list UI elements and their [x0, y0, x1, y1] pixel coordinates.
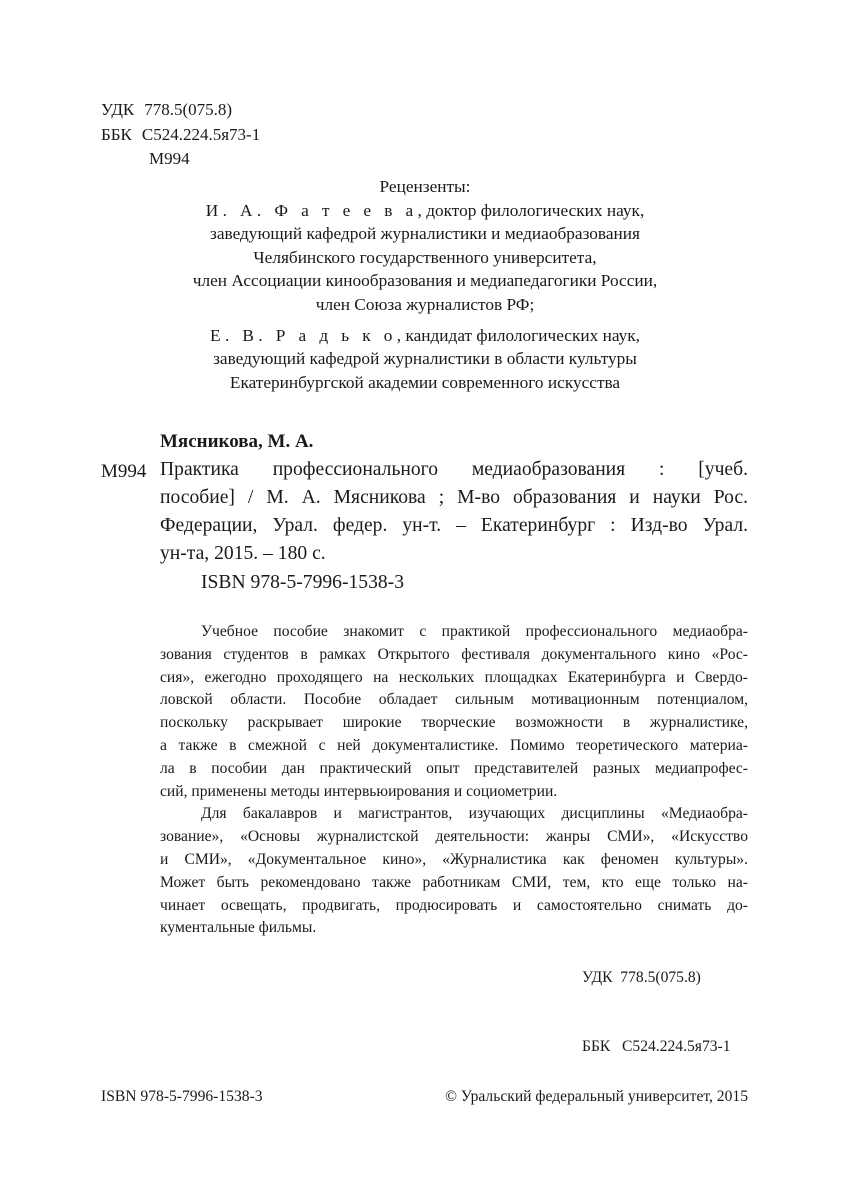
catalog-code: М994: [101, 461, 147, 482]
reviewers-block: [140, 175, 710, 394]
abstract-p1-line-8: сий, применены методы интервьюирования и социометрии.: [160, 782, 558, 800]
udk-row: [101, 98, 260, 123]
footer-isbn: ISBN 978-5-7996-1538-3: [101, 1088, 263, 1105]
classification-block: [101, 98, 260, 172]
abstract-p2-line-4: Может быть рекомендовано также работникам СМИ, тем, кто еще только на-: [160, 873, 748, 891]
reviewer-first-name: И. А. Ф а т е е в а: [205, 200, 418, 220]
abstract-p1-line-3: сия», ежегодно проходящего на нескольких площадках Екатеринбурга и Свердо-: [160, 668, 748, 686]
reviewer-second: [140, 324, 710, 395]
author-heading: Мясникова, М. А.: [160, 431, 314, 452]
reviewer-first-line-1: И. А. Ф а т е е в а, доктор филологических наук,: [205, 200, 645, 220]
bottom-bbk: ББК С524.224.5я73-1: [582, 1038, 731, 1055]
reviewer-first: [140, 199, 710, 317]
author-mark: М994: [149, 149, 190, 168]
bbk-row: [101, 123, 260, 148]
biblio-line-4: ун-та, 2015. – 180 с.: [160, 543, 326, 564]
bottom-classification: [582, 920, 731, 1081]
bottom-udk: УДК 778.5(075.8): [582, 969, 701, 986]
reviewer-first-line-2: заведующий кафедрой журналистики и медиаобразования: [210, 224, 640, 244]
abstract-p1-line-1: Учебное пособие знакомит с практикой профессионального медиаобра-: [201, 623, 748, 640]
abstract: [160, 621, 748, 940]
reviewers-heading: Рецензенты:: [379, 177, 471, 196]
biblio-line-1: Практика профессионального медиаобразования : [учеб.: [160, 459, 748, 480]
udk-value: 778.5(075.8): [144, 100, 233, 119]
abstract-p1-line-5: поскольку раскрывает широкие творческие возможности в журналистике,: [160, 714, 748, 732]
bbk-value: С524.224.5я73-1: [141, 124, 261, 144]
abstract-p2-line-3: и СМИ», «Документальное кино», «Журналистика как феномен культуры».: [160, 850, 748, 868]
abstract-p2-line-6: кументальные фильмы.: [160, 919, 317, 937]
abstract-p2-line-2: зование», «Основы журналистской деятельности: жанры СМИ», «Искусство: [160, 828, 748, 846]
reviewer-second-name: Е. В. Р а д ь к о: [210, 325, 397, 345]
abstract-p1-line-7: ла в пособии дан практический опыт представителей разных медиапрофес-: [160, 759, 748, 777]
biblio-line-3: Федерации, Урал. федер. ун-т. – Екатеринбург : Изд-во Урал.: [160, 515, 748, 536]
abstract-p1-line-6: а также в смежной с ней документалистике. Помимо теоретического материа-: [160, 736, 748, 754]
abstract-p2-line-5: чинает освещать, продвигать, продюсировать и самостоятельно снимать до-: [160, 896, 748, 914]
abstract-p1-line-2: зования студентов в рамках Открытого фестиваля документального кино «Рос-: [160, 645, 748, 663]
reviewer-second-line-2: заведующий кафедрой журналистики в области культуры: [213, 349, 637, 369]
isbn-main: ISBN 978-5-7996-1538-3: [201, 572, 404, 593]
reviewer-first-line-4: член Ассоциации кинообразования и медиапедагогики России,: [192, 271, 658, 291]
bbk-label: ББК: [101, 124, 132, 144]
abstract-p1-line-4: ловской области. Пособие обладает сильным мотивационным потенциалом,: [160, 691, 748, 709]
reviewer-second-line-3: Екатеринбургской академии современного искусства: [229, 372, 621, 392]
udk-label: УДК: [101, 100, 135, 119]
bibliographic-description: [160, 456, 748, 568]
reviewer-first-line-5: член Союза журналистов РФ;: [315, 294, 535, 314]
abstract-p2-line-1: Для бакалавров и магистрантов, изучающих дисциплины «Медиаобра-: [201, 805, 748, 823]
reviewer-second-line-1: Е. В. Р а д ь к о, кандидат филологических наук,: [210, 325, 640, 345]
footer-copyright: © Уральский федеральный университет, 2015: [445, 1088, 748, 1105]
biblio-line-2: пособие] / М. А. Мясникова ; М-во образования и науки Рос.: [160, 487, 748, 508]
reviewer-first-line-3: Челябинского государственного университета,: [253, 247, 597, 267]
